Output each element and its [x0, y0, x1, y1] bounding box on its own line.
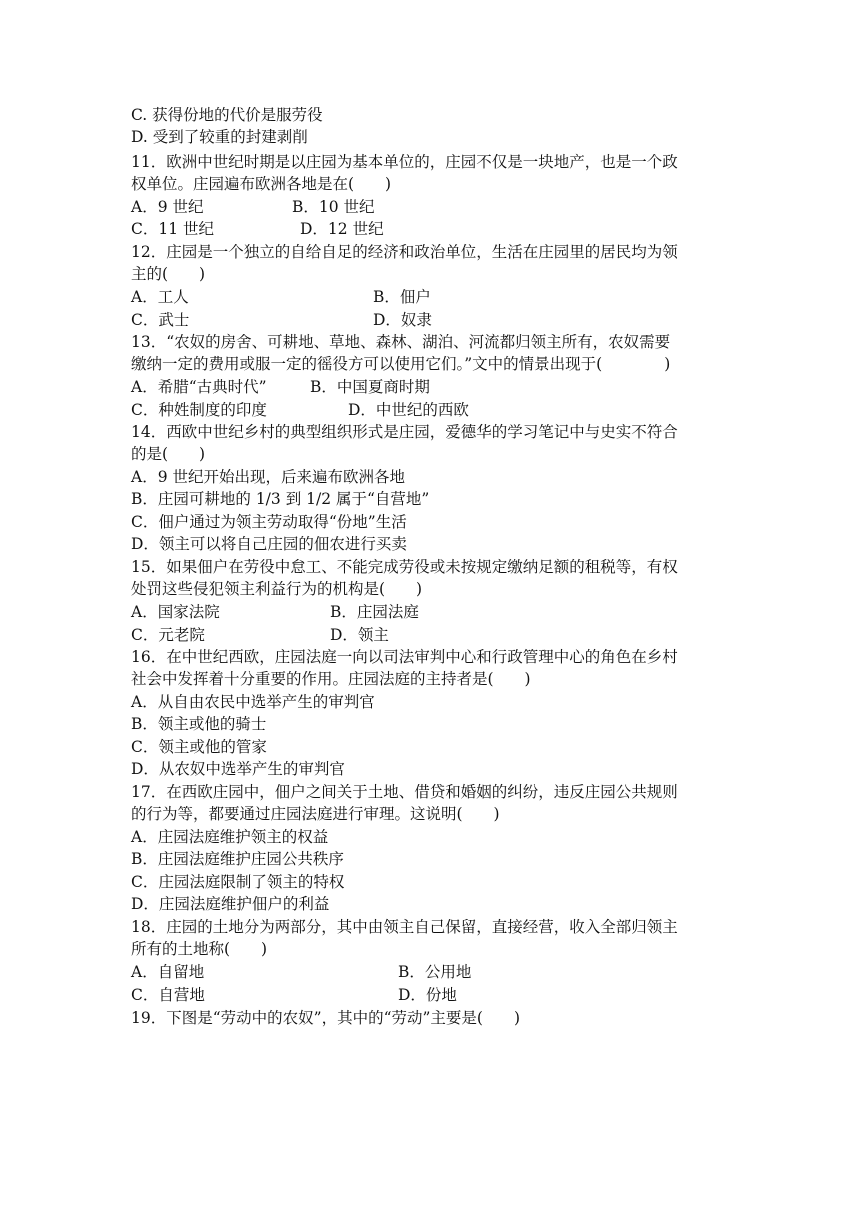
- q10-option-c: C. 获得份地的代价是服劳役: [131, 106, 323, 124]
- q14-option-a: A．9 世纪开始出现，后来遍布欧洲各地: [131, 468, 405, 486]
- q17-option-c: C．庄园法庭限制了领主的特权: [131, 873, 345, 891]
- q14-option-c: C．佃户通过为领主劳动取得“份地”生活: [131, 513, 407, 531]
- q14-option-b: B．庄园可耕地的 1/3 到 1/2 属于“自营地”: [131, 490, 430, 508]
- q17-option-b: B．庄园法庭维护庄园公共秩序: [131, 850, 344, 868]
- q11-option-d: D．12 世纪: [300, 220, 384, 238]
- q12-option-c: C．武士: [131, 311, 190, 329]
- q13-option-b: B．中国夏商时期: [310, 378, 430, 396]
- q12-stem-line1: 12．庄园是一个独立的自给自足的经济和政治单位，生活在庄园里的居民均为领: [131, 243, 678, 261]
- q18-option-b: B．公用地: [398, 963, 472, 981]
- q11-stem-line2: 权单位。庄园遍布欧洲各地是在( ): [131, 175, 392, 193]
- q12-option-d: D．奴隶: [373, 311, 432, 329]
- q14-stem-line1: 14．西欧中世纪乡村的典型组织形式是庄园，爱德华的学习笔记中与史实不符合: [131, 423, 678, 441]
- q18-option-d: D．份地: [398, 986, 457, 1004]
- q16-stem-line1: 16．在中世纪西欧，庄园法庭一向以司法审判中心和行政管理中心的角色在乡村: [131, 648, 678, 666]
- q15-option-c: C．元老院: [131, 626, 205, 644]
- q15-option-d: D．领主: [330, 626, 389, 644]
- q11-option-b: B．10 世纪: [292, 198, 375, 216]
- q18-option-c: C．自营地: [131, 986, 205, 1004]
- q17-option-a: A．庄园法庭维护领主的权益: [131, 828, 329, 846]
- q18-stem-line1: 18．庄园的土地分为两部分，其中由领主自己保留，直接经营，收入全部归领主: [131, 918, 678, 936]
- q16-option-b: B．领主或他的骑士: [131, 715, 267, 733]
- q10-option-d: D. 受到了较重的封建剥削: [131, 128, 308, 146]
- q12-option-b: B．佃户: [373, 288, 431, 306]
- q16-stem-line2: 社会中发挥着十分重要的作用。庄园法庭的主持者是( ): [131, 670, 531, 688]
- q11-option-a: A．9 世纪: [131, 198, 204, 216]
- q16-option-c: C．领主或他的管家: [131, 738, 267, 756]
- q18-stem-line2: 所有的土地称( ): [131, 940, 268, 958]
- q16-option-a: A．从自由农民中选举产生的审判官: [131, 693, 375, 711]
- q15-stem-line1: 15．如果佃户在劳役中怠工、不能完成劳役或未按规定缴纳足额的租税等，有权: [131, 558, 678, 576]
- q15-stem-line2: 处罚这些侵犯领主利益行为的机构是( ): [131, 580, 423, 598]
- q17-stem-line1: 17．在西欧庄园中，佃户之间关于土地、借贷和婚姻的纠纷，违反庄园公共规则: [131, 783, 678, 801]
- q19-stem-line1: 19．下图是“劳动中的农奴”，其中的“劳动”主要是( ): [131, 1009, 521, 1027]
- q16-option-d: D．从农奴中选举产生的审判官: [131, 760, 345, 778]
- q14-stem-line2: 的是( ): [131, 445, 206, 463]
- q15-option-b: B．庄园法庭: [330, 603, 419, 621]
- q17-option-d: D．庄园法庭维护佃户的利益: [131, 895, 330, 913]
- q15-option-a: A．国家法院: [131, 603, 220, 621]
- q13-option-a: A．希腊“古典时代”: [131, 378, 267, 396]
- q14-option-d: D．领主可以将自己庄园的佃农进行买卖: [131, 535, 407, 553]
- q11-stem-line1: 11．欧洲中世纪时期是以庄园为基本单位的，庄园不仅是一块地产，也是一个政: [131, 153, 678, 171]
- q13-stem-line1: 13．“农奴的房舍、可耕地、草地、森林、湖泊、河流都归领主所有，农奴需要: [131, 333, 671, 351]
- q12-stem-line2: 主的( ): [131, 265, 206, 283]
- q13-stem-line2: 缴纳一定的费用或服一定的徭役方可以使用它们。”文中的情景出现于( ): [131, 355, 671, 373]
- q17-stem-line2: 的行为等，都要通过庄园法庭进行审理。这说明( ): [131, 805, 500, 823]
- q13-option-c: C．种姓制度的印度: [131, 401, 267, 419]
- q12-option-a: A．工人: [131, 288, 189, 306]
- q11-option-c: C．11 世纪: [131, 220, 215, 238]
- q18-option-a: A．自留地: [131, 963, 205, 981]
- q13-option-d: D．中世纪的西欧: [348, 401, 469, 419]
